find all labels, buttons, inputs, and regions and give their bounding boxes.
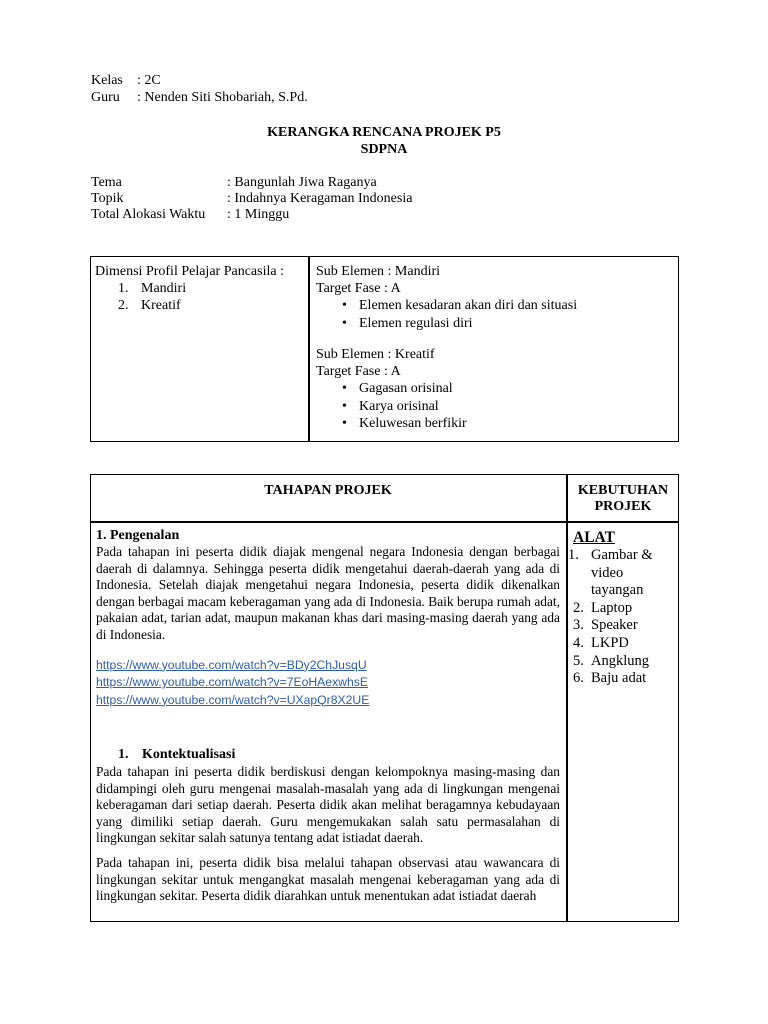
alat-item-num: 1. xyxy=(568,547,579,563)
alat-item-text: Angklung xyxy=(591,652,649,669)
kontekstualisasi-paragraph-2: Pada tahapan ini, peserta didik bisa melalui tahapan observasi atau wawancara di lingkungan sekitar untuk mengangkat masalah mengenai keberagaman yang ada di lingkungan sekitar. Peserta didik diarahkan untuk menentukan adat istiadat daerah xyxy=(96,855,560,904)
dimensi-table-divider xyxy=(308,256,310,442)
kelas-label: Kelas xyxy=(91,73,123,88)
alat-item-text: Laptop xyxy=(591,599,633,616)
kelas-value: : 2C xyxy=(137,73,161,88)
sub-elemen-title: Sub Elemen : Kreatif xyxy=(316,347,435,362)
document-subtitle: SDPNA xyxy=(360,142,408,157)
dimensi-item-text: Kreatif xyxy=(141,298,181,313)
tahapan-header-rule xyxy=(90,521,679,523)
info-value-topik: : Indahnya Keragaman Indonesia xyxy=(227,191,413,206)
dimensi-item xyxy=(95,281,305,298)
bullet-item: • Elemen kesadaran akan diri dan situasi xyxy=(316,298,671,316)
guru-value: : Nenden Siti Shobariah, S.Pd. xyxy=(137,90,308,105)
bullet-item: • Karya orisinal xyxy=(316,399,671,417)
target-fase: Target Fase : A xyxy=(316,364,401,379)
tahapan-content xyxy=(96,528,560,905)
kontekstualisasi-num: 1. xyxy=(118,747,129,763)
pengenalan-paragraph: Pada tahapan ini peserta didik diajak mengenal negara Indonesia dengan berbagai daerah di dalamnya. Sehingga peserta didik mengetahui daerah-daerah yang ada di Indonesia. Setelah diajak mengetahui negara Indonesia, peserta didik dikenalkan dengan berbagai macam keberagaman yang ada di Indonesia. Baik berupa rumah adat, pakaian adat, tarian adat, maupun makanan khas dari masing-masing daerah yang ada di Indonesia. xyxy=(96,544,560,642)
info-value-waktu: : 1 Minggu xyxy=(227,207,290,222)
alat-content xyxy=(568,528,675,688)
target-fase: Target Fase : A xyxy=(316,281,401,296)
alat-item xyxy=(571,653,675,671)
dimensi-item xyxy=(95,298,305,315)
kebutuhan-header-line1: KEBUTUHAN xyxy=(577,483,669,498)
youtube-link[interactable]: https://www.youtube.com/watch?v=7EoHAexwhsE xyxy=(96,675,368,690)
alat-list xyxy=(568,547,675,688)
dimensi-item-text: Mandiri xyxy=(141,281,187,296)
alat-item xyxy=(571,600,675,618)
alat-item-text: LKPD xyxy=(591,634,629,651)
sub-elemen-cell xyxy=(316,264,671,434)
document-title: KERANGKA RENCANA PROJEK P5 xyxy=(267,125,501,140)
kebutuhan-header-line2: PROJEK xyxy=(594,499,652,514)
dimensi-item-num: 2. xyxy=(118,298,129,313)
alat-item-num: 3. xyxy=(573,617,584,634)
alat-item xyxy=(571,617,675,635)
youtube-link[interactable]: https://www.youtube.com/watch?v=UXapQr8X2UE xyxy=(96,692,370,707)
alat-heading: ALAT xyxy=(573,529,615,546)
sub-elemen-title: Sub Elemen : Mandiri xyxy=(316,264,441,279)
alat-item-num: 2. xyxy=(573,599,584,616)
alat-item-text: Baju adat xyxy=(591,670,647,687)
info-label-waktu: Total Alokasi Waktu xyxy=(91,207,206,222)
info-value-tema: : Bangunlah Jiwa Raganya xyxy=(227,175,377,190)
alat-item-num: 4. xyxy=(573,634,584,651)
pengenalan-heading: 1. Pengenalan xyxy=(96,528,180,543)
bullet-item: • Keluwesan berfikir xyxy=(316,416,671,434)
sub-elemen-bullets xyxy=(316,298,671,333)
kontekstualisasi-heading xyxy=(96,747,560,764)
sub-elemen-bullets xyxy=(316,381,671,434)
kontekstualisasi-title: Kontektualisasi xyxy=(142,747,236,763)
alat-item xyxy=(568,547,675,600)
alat-item-num: 6. xyxy=(573,670,584,687)
alat-item xyxy=(571,670,675,688)
bullet-item: • Gagasan orisinal xyxy=(316,381,671,399)
dimensi-item-num: 1. xyxy=(118,281,129,296)
tahapan-table-divider xyxy=(566,474,568,922)
alat-item-text: Speaker xyxy=(591,617,638,634)
youtube-link[interactable]: https://www.youtube.com/watch?v=BDy2ChJusqU xyxy=(96,657,367,672)
info-label-topik: Topik xyxy=(91,191,124,206)
guru-label: Guru xyxy=(91,90,120,105)
info-label-tema: Tema xyxy=(91,175,122,190)
dimensi-cell xyxy=(95,264,305,315)
alat-item-num: 5. xyxy=(573,652,584,669)
alat-item xyxy=(571,635,675,653)
kontekstualisasi-paragraph-1: Pada tahapan ini peserta didik berdiskusi dengan kelompoknya masing-masing dan didampingi oleh guru mengenai masalah-masalah yang ada di lingkungan mengenai keberagaman dari setiap daerah. Peserta didik akan melihat beragamnya kebudayaan yang dimiliki setiap daerah. Guru mengemukakan salah satu permasalahan di lingkungan sekitar salah satunya tentang adat istiadat daerah. xyxy=(96,764,560,846)
dimensi-heading: Dimensi Profil Pelajar Pancasila : xyxy=(95,264,284,279)
tahapan-header: TAHAPAN PROJEK xyxy=(264,483,392,498)
alat-item-text: Gambar & video tayangan xyxy=(591,547,653,599)
bullet-item: • Elemen regulasi diri xyxy=(316,316,671,334)
